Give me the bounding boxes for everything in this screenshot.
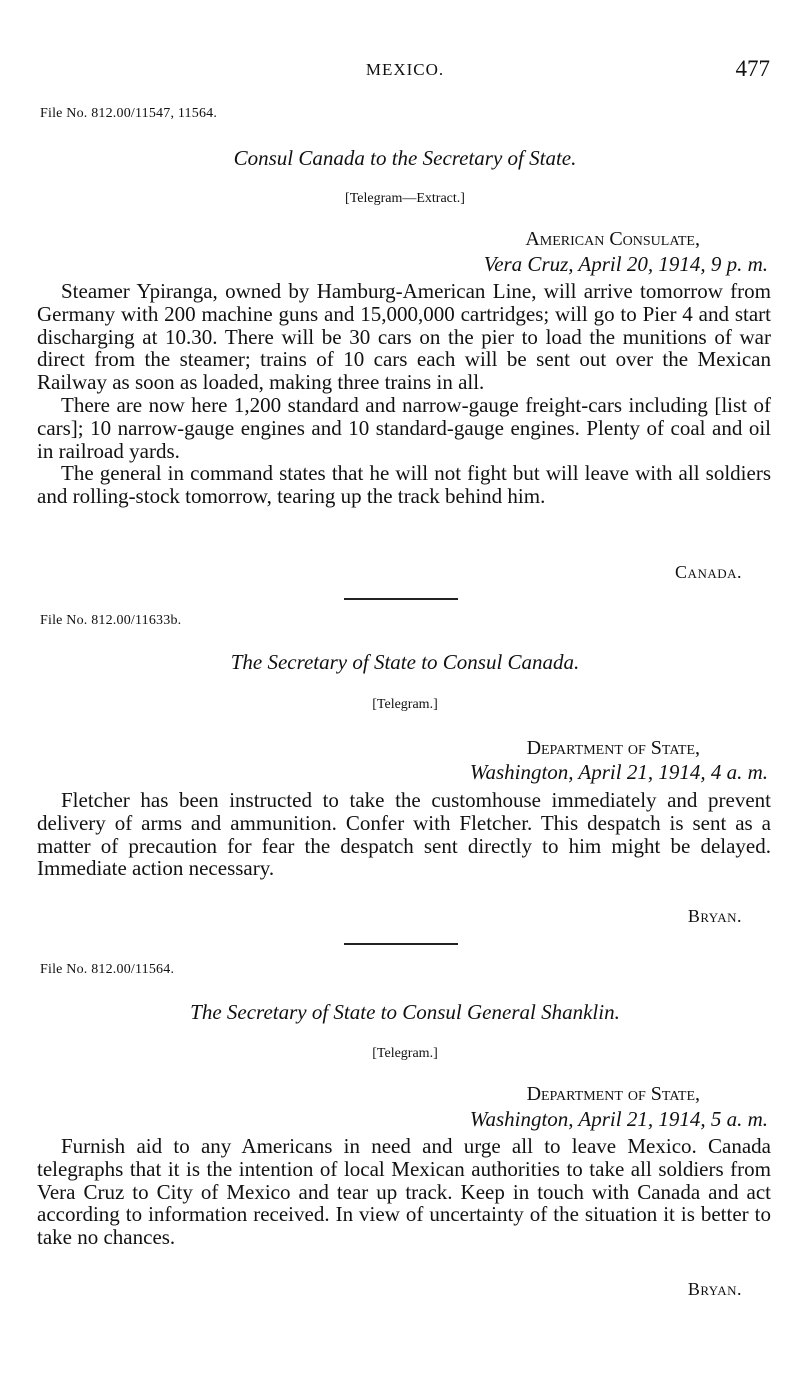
telegram-body xyxy=(37,1135,771,1249)
dateline: Washington, April 21, 1914, 4 a. m. xyxy=(469,760,768,784)
telegram-body xyxy=(37,789,771,880)
telegram-label: [Telegram.] xyxy=(372,697,438,712)
signature: Canada. xyxy=(675,562,742,582)
document-title: The Secretary of State to Consul General Shanklin. xyxy=(190,1000,620,1024)
paragraph: Furnish aid to any Americans in need and urge all to leave Mexico. Canada telegraphs that it is the intention of local Mexican authorities to take all soldiers from Vera Cruz to City of Mexico and tear up track. Keep in touch with Canada and act according to information received. In view of uncertainty of the situation it is better to take no chances. xyxy=(37,1134,771,1250)
section-divider xyxy=(344,598,458,600)
paragraph: Steamer Ypiranga, owned by Hamburg-American Line, will arrive tomorrow from Germany with 200 machine guns and 15,000,000 cartridges; will go to Pier 4 and start discharging at 10.30. There will be 30 cars on the pier to load the munitions of war direct from the steamer; trains of 10 cars each will be sent out over the Mexican Railway as soon as loaded, making three trains in all. xyxy=(37,279,771,395)
running-header: MEXICO. xyxy=(365,60,445,79)
sender-place: Department of State, xyxy=(526,1083,700,1105)
document-title: The Secretary of State to Consul Canada. xyxy=(230,650,580,674)
dateline: Vera Cruz, April 20, 1914, 9 p. m. xyxy=(483,252,768,276)
signature: Bryan. xyxy=(687,1279,742,1299)
telegram-label: [Telegram.] xyxy=(372,1046,438,1061)
telegram-label: [Telegram—Extract.] xyxy=(345,191,465,206)
section-divider xyxy=(344,943,458,945)
file-number: File No. 812.00/11633b. xyxy=(40,613,182,628)
file-number: File No. 812.00/11547, 11564. xyxy=(40,106,218,121)
sender-place: American Consulate, xyxy=(525,228,700,250)
file-number: File No. 812.00/11564. xyxy=(40,962,175,977)
paragraph: Fletcher has been instructed to take the customhouse immediately and prevent delivery of arms and ammunition. Confer with Fletcher. This despatch is sent as a matter of precaution for fear the despatch sent directly to him might be delayed. Immediate action necessary. xyxy=(37,788,771,881)
dateline: Washington, April 21, 1914, 5 a. m. xyxy=(469,1107,768,1131)
paragraph: The general in command states that he will not fight but will leave with all soldiers and rolling-stock tomorrow, tearing up the track behind him. xyxy=(37,461,771,509)
document-title: Consul Canada to the Secretary of State. xyxy=(233,146,577,170)
paragraph: There are now here 1,200 standard and narrow-gauge freight-cars including [list of cars]; 10 narrow-gauge engines and 10 standard-gauge engines. Plenty of coal and oil in railroad yards. xyxy=(37,392,771,463)
telegram-body xyxy=(37,280,771,508)
signature: Bryan. xyxy=(687,906,742,926)
page-number: 477 xyxy=(735,56,770,81)
sender-place: Department of State, xyxy=(526,737,700,759)
